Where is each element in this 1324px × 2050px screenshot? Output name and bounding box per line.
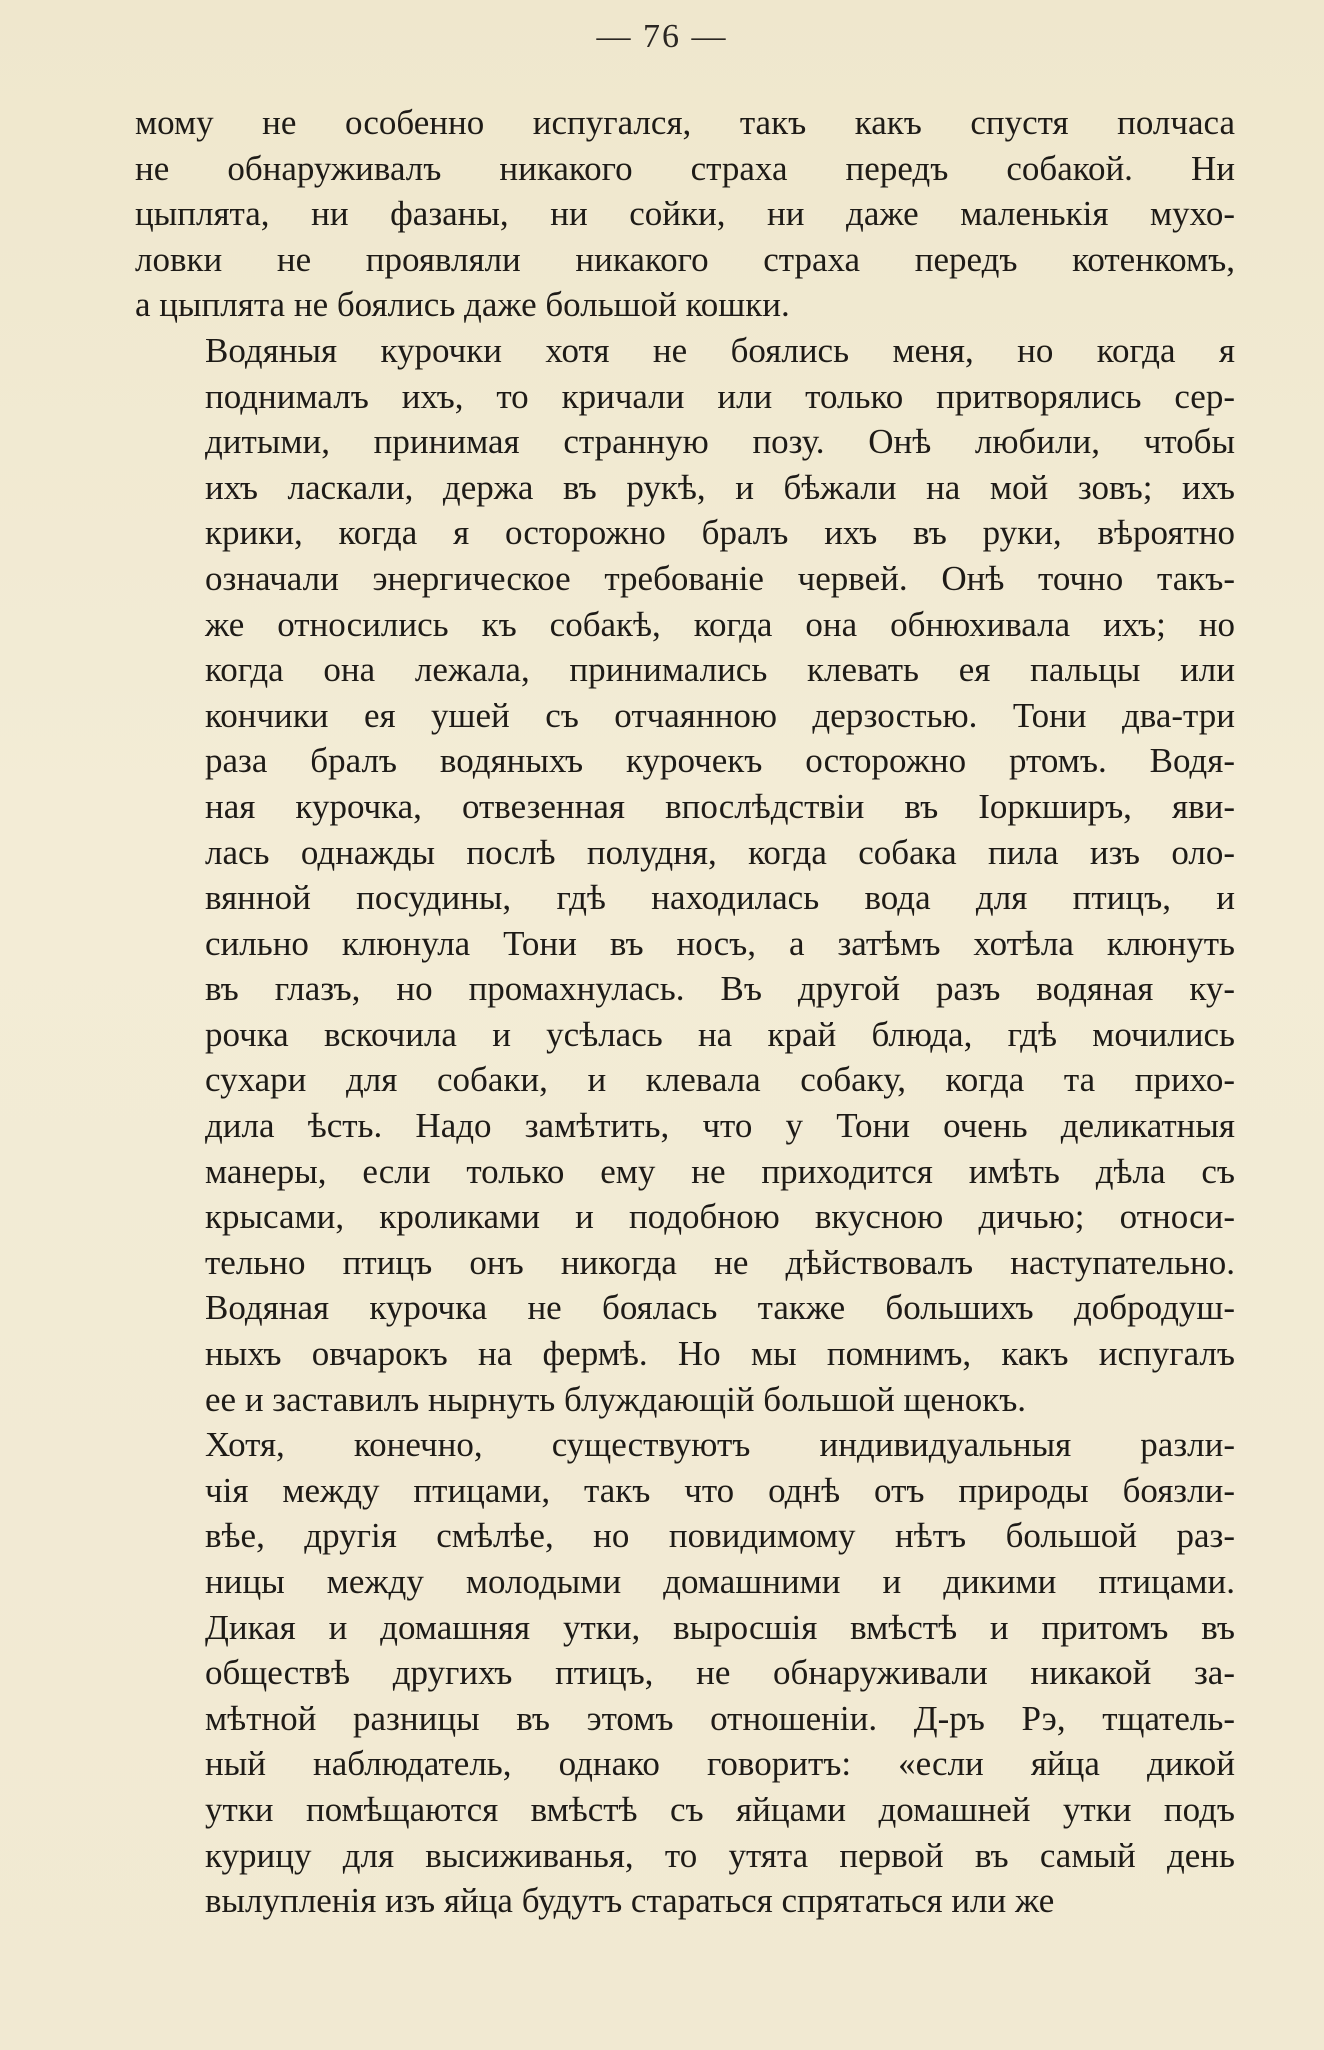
body-text xyxy=(135,100,1235,1924)
text-line: ихъ ласкали, держа въ рукѣ, и бѣжали на мой зовъ; ихъ xyxy=(205,467,1235,507)
page-number: — 76 — xyxy=(596,18,728,55)
text-line: сильно клюнула Тони въ носъ, а затѣмъ хотѣла клюнуть xyxy=(205,923,1235,963)
text-line: тельно птицъ онъ никогда не дѣйствовалъ наступательно. xyxy=(205,1242,1235,1282)
text-line: Водяныя курочки хотя не боялись меня, но когда я xyxy=(205,330,1235,370)
text-line: ныхъ овчарокъ на фермѣ. Но мы помнимъ, какъ испугалъ xyxy=(205,1334,1235,1374)
text-line: рочка вскочила и усѣлась на край блюда, гдѣ мочились xyxy=(205,1014,1235,1054)
text-line: ный наблюдатель, однако говоритъ: «если яйца дикой xyxy=(205,1744,1235,1784)
text-line: вылупленія изъ яйца будутъ стараться спрятаться или же xyxy=(205,1881,1055,1921)
text-line: раза бралъ водяныхъ курочекъ осторожно ртомъ. Водя- xyxy=(205,741,1235,781)
text-line: лась однажды послѣ полудня, когда собака пила изъ оло- xyxy=(205,832,1235,872)
text-line: чія между птицами, такъ что однѣ отъ природы боязли- xyxy=(205,1470,1235,1510)
text-line: же относились къ собакѣ, когда она обнюхивала ихъ; но xyxy=(205,604,1235,644)
text-line: а цыплята не боялись даже большой кошки. xyxy=(135,285,790,325)
text-line: ная курочка, отвезенная впослѣдствіи въ Іоркширъ, яви- xyxy=(205,786,1235,826)
text-line: ее и заставилъ нырнуть блуждающій большой щенокъ. xyxy=(205,1379,1027,1419)
text-line: Водяная курочка не боялась также большихъ добродуш- xyxy=(205,1288,1235,1328)
text-line: мѣтной разницы въ этомъ отношеніи. Д-ръ Рэ, тщатель- xyxy=(205,1698,1235,1738)
text-line: мому не особенно испугался, такъ какъ спустя полчаса xyxy=(135,103,1235,142)
paragraph-1 xyxy=(135,100,1235,328)
text-line: цыплята, ни фазаны, ни сойки, ни даже маленькія мухо- xyxy=(135,194,1235,234)
text-line: означали энергическое требованіе червей. Онѣ точно такъ- xyxy=(205,558,1235,598)
text-line: крысами, кроликами и подобною вкусною дичью; относи- xyxy=(205,1197,1235,1237)
text-line: сухари для собаки, и клевала собаку, когда та прихо- xyxy=(205,1060,1235,1100)
text-line: ницы между молодыми домашними и дикими птицами. xyxy=(205,1562,1235,1601)
text-line: обществѣ другихъ птицъ, не обнаруживали никакой за- xyxy=(205,1653,1235,1693)
text-line: вѣе, другія смѣлѣе, но повидимому нѣтъ большой раз- xyxy=(205,1516,1235,1556)
text-line: дила ѣсть. Надо замѣтить, что у Тони очень деликатныя xyxy=(205,1106,1235,1146)
text-line: не обнаруживалъ никакого страха передъ собакой. Ни xyxy=(135,148,1235,188)
text-line: утки помѣщаются вмѣстѣ съ яйцами домашней утки подъ xyxy=(205,1789,1235,1829)
text-line: ловки не проявляли никакого страха передъ котенкомъ, xyxy=(135,239,1235,279)
text-line: когда она лежала, принимались клевать ея пальцы или xyxy=(205,650,1235,690)
text-line: кончики ея ушей съ отчаянною дерзостью. Тони два-три xyxy=(205,695,1235,735)
text-line: дитыми, принимая странную позу. Онѣ любили, чтобы xyxy=(205,422,1235,462)
text-line: вянной посудины, гдѣ находилась вода для птицъ, и xyxy=(205,878,1235,918)
text-line: крики, когда я осторожно бралъ ихъ въ руки, вѣроятно xyxy=(205,513,1235,553)
text-line: поднималъ ихъ, то кричали или только притворялись сер- xyxy=(205,376,1235,416)
text-line: Дикая и домашняя утки, выросшія вмѣстѣ и притомъ въ xyxy=(205,1607,1235,1647)
paragraph-2 xyxy=(135,328,1235,1422)
text-line: въ глазъ, но промахнулась. Въ другой разъ водяная ку- xyxy=(205,969,1235,1009)
text-line: Хотя, конечно, существуютъ индивидуальныя разли- xyxy=(205,1425,1235,1465)
text-line: курицу для высиживанья, то утята первой въ самый день xyxy=(205,1835,1235,1875)
paragraph-3 xyxy=(135,1422,1235,1924)
text-line: манеры, если только ему не приходится имѣть дѣла съ xyxy=(205,1151,1235,1191)
